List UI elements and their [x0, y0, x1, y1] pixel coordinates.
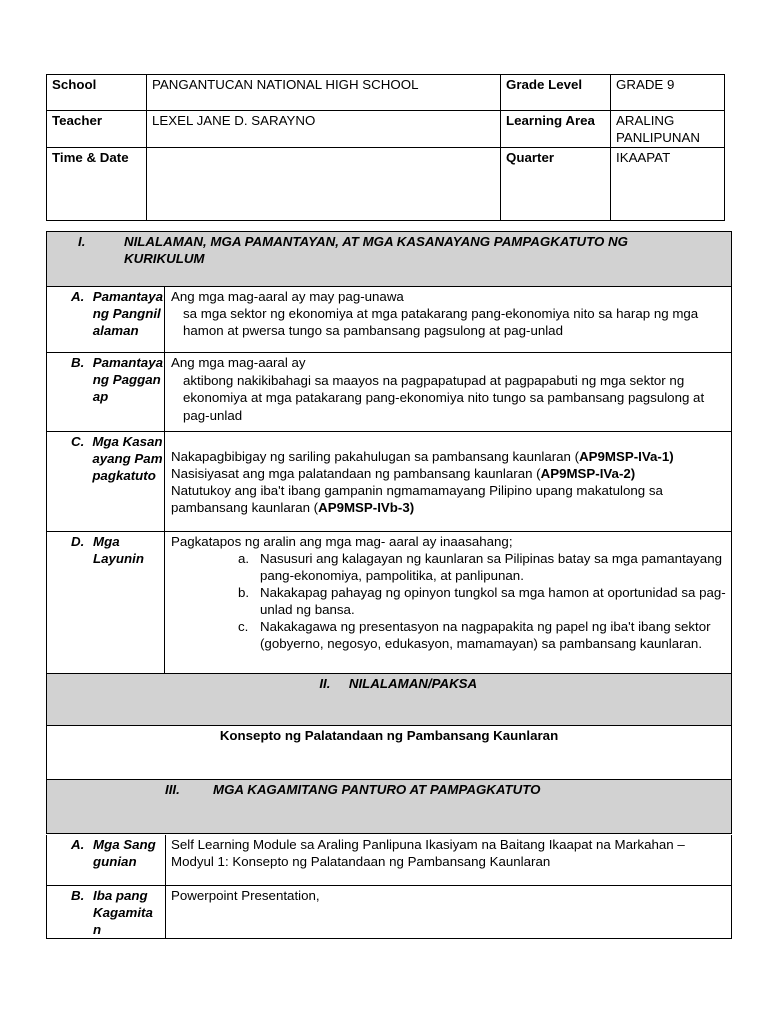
row-c-content — [165, 432, 732, 532]
teacher-label: Teacher — [47, 111, 147, 148]
grade-level-label: Grade Level — [501, 75, 611, 111]
row-b-line1: Ang mga mag-aaral ay — [171, 355, 306, 370]
section-2-title: NILALAMAN/PAKSA — [348, 676, 478, 691]
row-c-letter: C. — [71, 434, 85, 449]
row-a-line1: Ang mga mag-aaral ay may pag-unawa — [171, 289, 404, 304]
row-a-content — [165, 287, 732, 353]
row-a-letter: A. — [71, 289, 85, 304]
objective-item: b. Nakakapag pahayag ng opinyon tungkol sa mga hamon at oportunidad sa pag-unlad ng bansa. — [238, 585, 726, 617]
topic-title: Konsepto ng Palatandaan ng Pambansang Kaunlaran — [219, 728, 559, 743]
school-value: PANGANTUCAN NATIONAL HIGH SCHOOL — [147, 75, 501, 111]
materials-a-label-cell — [47, 835, 166, 885]
row-b-label-cell — [47, 353, 165, 432]
row-d-label-cell — [47, 532, 165, 674]
competency-code: AP9MSP-IVb-3) — [318, 500, 415, 515]
row-b-letter: B. — [71, 355, 85, 370]
learning-area-value: ARALING PANLIPUNAN — [611, 111, 725, 148]
objective-item: a. Nasusuri ang kalagayan ng kaunlaran sa Pilipinas batay sa mga pamantayang pang-ekonomiya, pampolitika, at panlipunan. — [238, 551, 722, 583]
row-c-label-cell — [47, 432, 165, 532]
section-1-number: I. — [78, 234, 86, 249]
row-a-label-cell — [47, 287, 165, 353]
section-3-number: III. — [165, 782, 180, 797]
materials-b-label-cell — [47, 885, 166, 938]
section-1-heading — [47, 232, 732, 287]
grade-level-value: GRADE 9 — [611, 75, 725, 111]
topic-cell — [47, 726, 732, 780]
time-date-value — [147, 148, 501, 221]
row-a-line2: sa mga sektor ng ekonomiya at mga patakarang pang-ekonomiya nito sa harap ng mga hamon at pwersa tungo sa pambansang pagsulong at pag-unlad — [183, 306, 699, 338]
materials-a-letter: A. — [71, 837, 85, 852]
competency-item: Nasisiyasat ang mga palatandaan ng pambansang kaunlaran (AP9MSP-IVa-2) — [171, 466, 636, 481]
lesson-plan-table — [46, 231, 732, 834]
row-b-line2: aktibong nakikibahagi sa maayos na pagpapatupad at pagpapabuti ng mga sektor ng ekonomiya at mga patakarang pang-ekonomiya nito tungo sa pambansang pagsulong at pag-unlad — [183, 372, 705, 423]
materials-table — [46, 835, 732, 939]
quarter-value: IKAAPAT — [611, 148, 725, 221]
materials-b-letter: B. — [71, 887, 85, 903]
quarter-label: Quarter — [501, 148, 611, 221]
section-3-title: MGA KAGAMITANG PANTURO AT PAMPAGKATUTO — [213, 782, 541, 797]
materials-b-label: Iba pang Kagamitan — [93, 887, 153, 937]
school-label: School — [47, 75, 147, 111]
competency-item: Natutukoy ang iba't ibang gampanin ngmamamayang Pilipino upang makatulong sa pambansang kaunlaran (AP9MSP-IVb-3) — [171, 483, 663, 515]
competency-code: AP9MSP-IVa-1) — [579, 449, 674, 464]
competency-code: AP9MSP-IVa-2) — [540, 466, 636, 481]
materials-b-content: Powerpoint Presentation, — [166, 885, 732, 938]
row-b-content — [165, 353, 732, 432]
row-d-label: Mga Layunin — [93, 534, 144, 566]
row-b-label: Pamantayang Pagganap — [92, 355, 163, 404]
section-3-heading — [47, 780, 732, 834]
section-2-number: II. — [319, 676, 331, 691]
teacher-value: LEXEL JANE D. SARAYNO — [147, 111, 501, 148]
materials-a-label: Mga Sanggunian — [93, 837, 156, 869]
section-1-title: NILALAMAN, MGA PAMANTAYAN, AT MGA KASANAYANG PAMPAGKATUTO NG KURIKULUM — [124, 234, 629, 266]
objective-item: c. Nakakagawa ng presentasyon na nagpapakita ng papel ng iba't ibang sektor (gobyerno, negosyo, edukasyon, mamamayan) sa pambansang kaunlaran. — [238, 619, 711, 651]
learning-area-label: Learning Area — [501, 111, 611, 148]
lesson-header-table — [46, 74, 725, 221]
time-date-label: Time & Date — [47, 148, 147, 221]
materials-a-content: Self Learning Module sa Araling Panlipuna Ikasiyam na Baitang Ikaapat na Markahan – Modyul 1: Konsepto ng Palatandaan ng Pambansang Kaunlaran — [166, 835, 732, 885]
competency-item: Nakapagbibigay ng sariling pakahulugan sa pambansang kaunlaran (AP9MSP-IVa-1) — [171, 449, 674, 464]
row-d-content — [165, 532, 732, 674]
row-a-label: Pamantayang Pangnilalaman — [92, 289, 163, 338]
row-c-label: Mga Kasanayang Pampagkatuto — [92, 434, 163, 483]
section-2-heading — [47, 674, 732, 726]
row-d-letter: D. — [71, 534, 85, 549]
objectives-intro: Pagkatapos ng aralin ang mga mag- aaral ay inaasahang; — [171, 534, 513, 549]
objectives-list — [171, 550, 726, 652]
